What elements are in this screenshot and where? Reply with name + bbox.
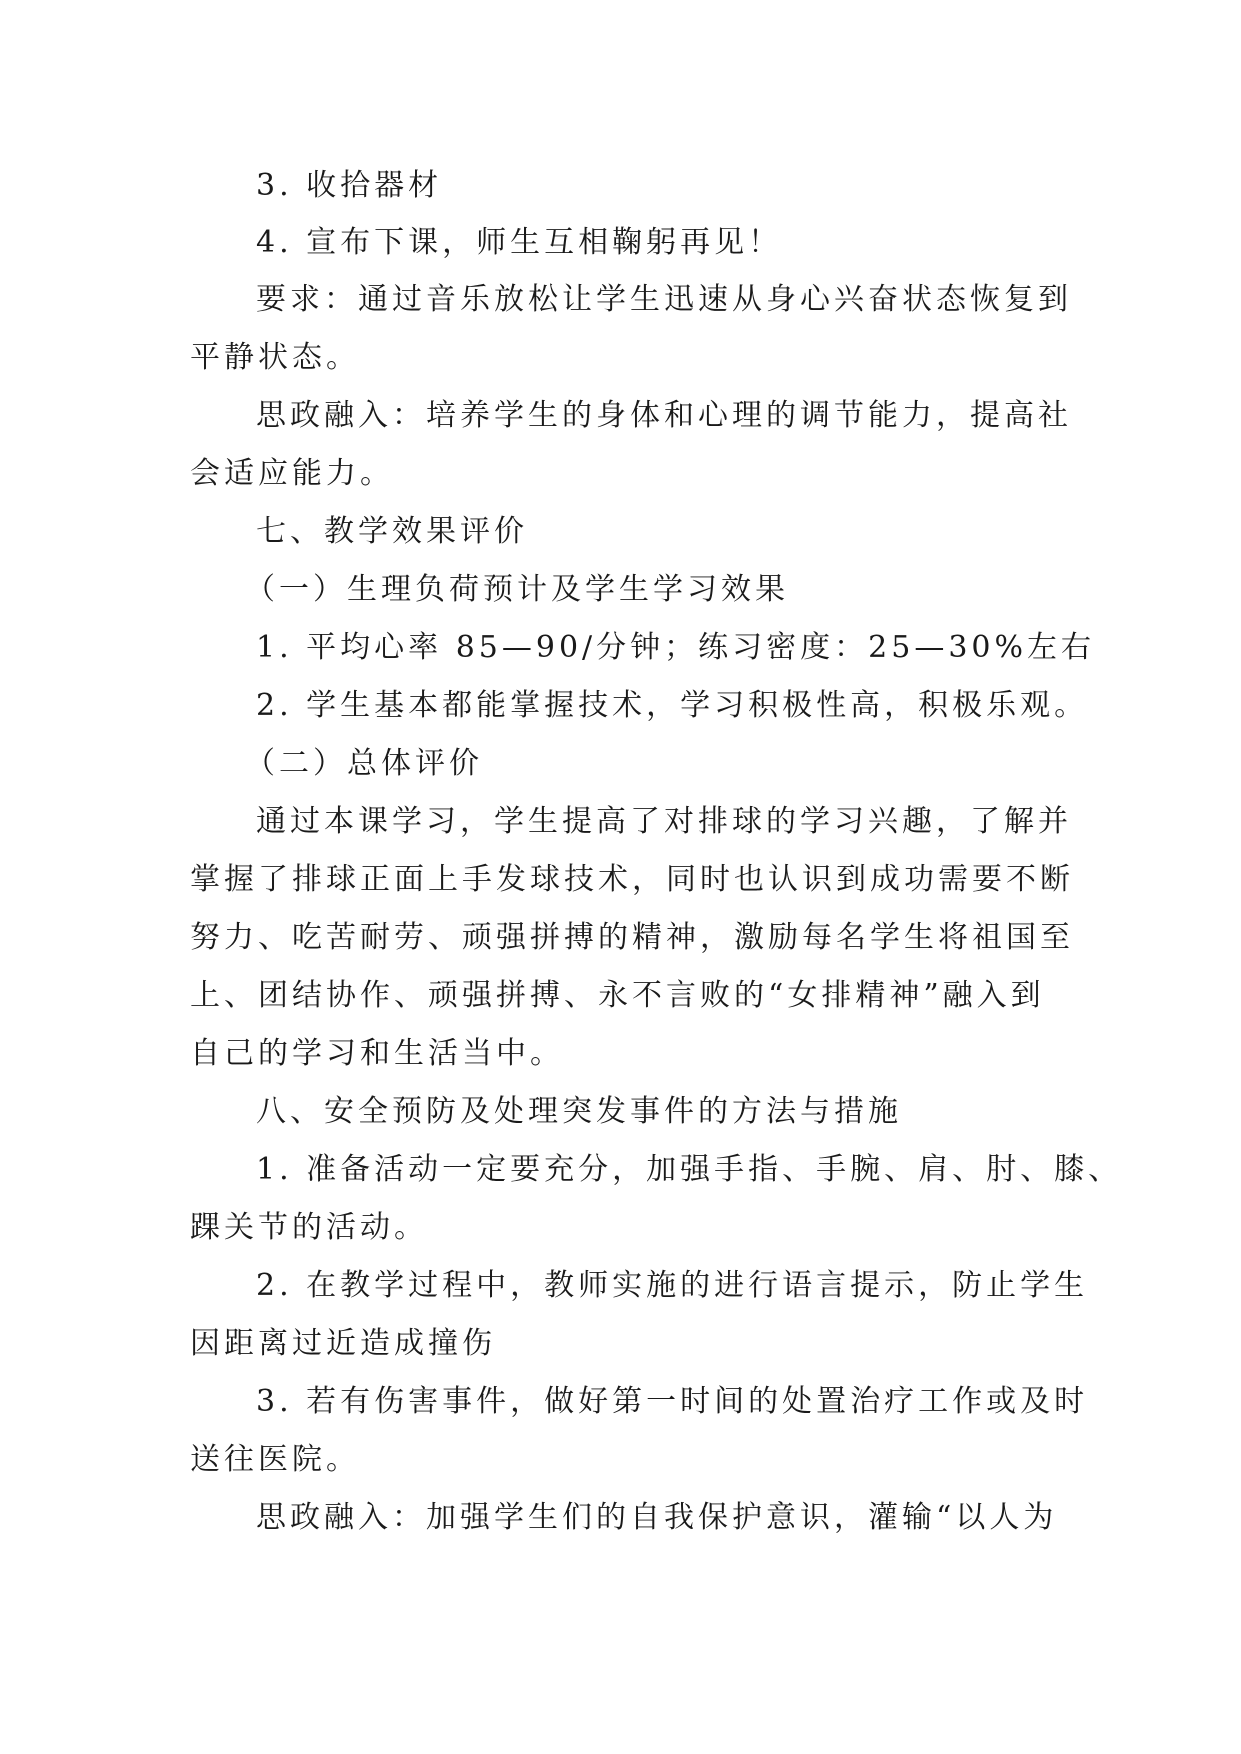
text-line: 自己的学习和生活当中。 (190, 1036, 564, 1071)
text-line: 会适应能力。 (190, 456, 394, 491)
text-line: 因距离过近造成撞伤 (190, 1326, 496, 1361)
subsection-heading: （二）总体评价 (245, 746, 483, 781)
section-heading: 七、教学效果评价 (256, 514, 528, 549)
text-line: 3. 若有伤害事件，做好第一时间的处置治疗工作或及时 (256, 1384, 1089, 1419)
text-line: 平静状态。 (190, 340, 360, 375)
text-line: 送往医院。 (190, 1442, 360, 1477)
text-line: 掌握了排球正面上手发球技术，同时也认识到成功需要不断 (190, 862, 1074, 897)
text-line: 通过本课学习，学生提高了对排球的学习兴趣，了解并 (256, 804, 1072, 839)
text-line: 上、团结协作、顽强拼搏、永不言败的“女排精神”融入到 (190, 978, 1045, 1013)
section-heading: 八、安全预防及处理突发事件的方法与措施 (256, 1094, 902, 1129)
text-line: 踝关节的活动。 (190, 1210, 428, 1245)
text-line: 1. 准备活动一定要充分，加强手指、手腕、肩、肘、膝、 (256, 1152, 1123, 1187)
text-line: 4. 宣布下课，师生互相鞠躬再见！ (256, 225, 783, 260)
text-line: 1. 平均心率 85—90/分钟；练习密度：25—30%左右 (256, 630, 1096, 665)
text-line: 要求：通过音乐放松让学生迅速从身心兴奋状态恢复到 (256, 282, 1072, 317)
text-line: 努力、吃苦耐劳、顽强拼搏的精神，激励每名学生将祖国至 (190, 920, 1074, 955)
text-line: 3. 收拾器材 (256, 168, 443, 203)
text-line: 思政融入：培养学生的身体和心理的调节能力，提高社 (256, 398, 1072, 433)
text-line: 2. 在教学过程中，教师实施的进行语言提示，防止学生 (256, 1268, 1089, 1303)
subsection-heading: （一）生理负荷预计及学生学习效果 (245, 572, 789, 607)
text-line: 思政融入：加强学生们的自我保护意识，灌输“以人为 (256, 1500, 1058, 1535)
text-line: 2. 学生基本都能掌握技术，学习积极性高，积极乐观。 (256, 688, 1089, 723)
